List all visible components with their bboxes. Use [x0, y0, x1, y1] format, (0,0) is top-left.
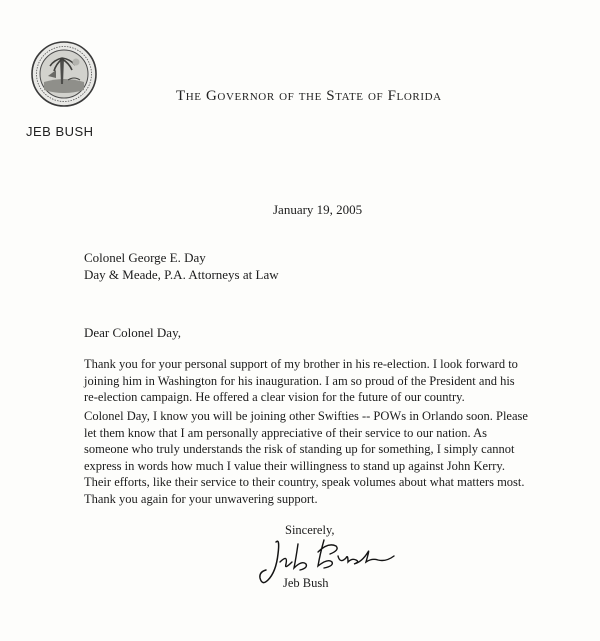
body-line: someone who truly understands the risk of standing up for something, I simply cannot [84, 442, 515, 457]
recipient-line: Colonel George E. Day [84, 250, 206, 265]
body-paragraph [84, 356, 564, 406]
body-line: express in words how much I value their willingness to stand up against John Kerry. [84, 458, 505, 473]
closing: Sincerely, [285, 523, 335, 537]
body-line: re-election campaign. He offered a clear vision for the future of our country. [84, 390, 465, 405]
body-line: joining him in Washington for his inauguration. I am so proud of the President and his [84, 373, 515, 388]
recipient-line: Day & Meade, P.A. Attorneys at Law [84, 267, 279, 282]
sender-name: JEB BUSH [26, 124, 94, 139]
body-line: Thank you for your personal support of my brother in his re-election. I look forward to [84, 357, 518, 371]
salutation: Dear Colonel Day, [84, 325, 181, 340]
body-paragraph [84, 408, 564, 491]
body-line: Their efforts, like their service to their country, speak volumes about what matters most. [84, 475, 525, 490]
body-line: Colonel Day, I know you will be joining other Swifties -- POWs in Orlando soon. Please [84, 409, 528, 423]
body-paragraph [84, 491, 564, 508]
recipient-address [84, 249, 279, 283]
body-line: let them know that I am personally appreciative of their service to our nation. As [84, 425, 488, 440]
letter-date: January 19, 2005 [273, 202, 363, 217]
signer-name: Jeb Bush [283, 576, 329, 590]
letterhead-title: The Governor of the State of Florida [176, 88, 442, 104]
florida-state-seal-icon [30, 40, 98, 108]
body-line: Thank you again for your unwavering support. [84, 492, 318, 506]
